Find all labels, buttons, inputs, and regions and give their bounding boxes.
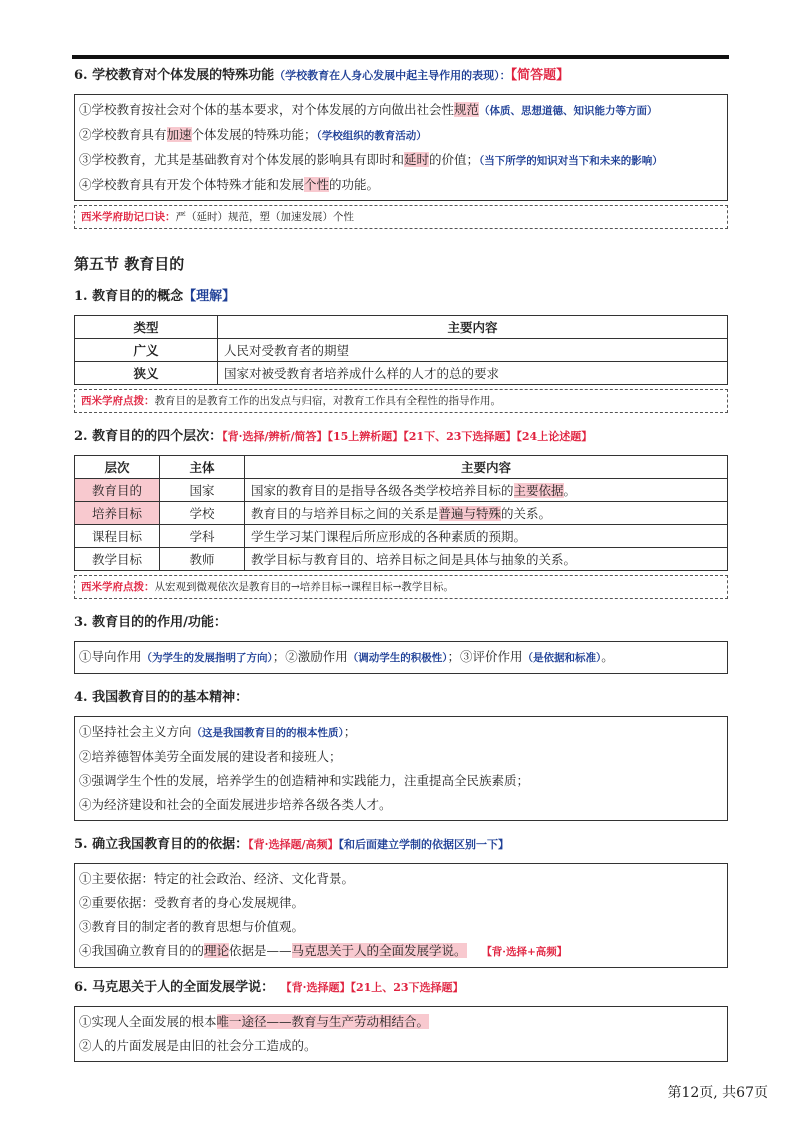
- functions-box: [74, 94, 728, 201]
- table-row: 教育目的 国家 国家的教育目的是指导各级各类学校培养目标的主要依据。: [75, 479, 728, 502]
- list-item: ①学校教育按社会对个体的基本要求，对个体发展的方向做出社会性规范（体质、思想道德、知识能力等方面）: [79, 102, 658, 117]
- list-item: ①导向作用（为学生的发展指明了方向）；②激励作用（调动学生的积极性）；③评价作用（是依据和标准）。: [79, 649, 614, 664]
- list-item: ③学校教育，尤其是基础教育对个体发展的影响具有即时和延时的价值；（当下所学的知识对当下和未来的影响）: [79, 152, 663, 167]
- list-item: ③教育目的制定者的教育思想与价值观。: [79, 919, 305, 934]
- table-header: 层次: [75, 456, 160, 479]
- list-item: ②人的片面发展是由旧的社会分工造成的。: [79, 1038, 317, 1053]
- section-title: 3. 教育目的的作用/功能：: [74, 615, 227, 630]
- section-title: 1. 教育目的的概念【理解】: [74, 289, 236, 304]
- table-row: 教学目标 教师 教学目标与教育目的、培养目标之间是具体与抽象的关系。: [75, 548, 728, 571]
- basis-box: [74, 863, 728, 968]
- list-item: ③强调学生个性的发展，培养学生的创造精神和实践能力，注重提高全民族素质；: [79, 773, 530, 788]
- top-rule: [72, 55, 729, 59]
- list-item: ②重要依据：受教育者的身心发展规律。: [79, 895, 305, 910]
- page-number: 第12页, 共67页: [667, 1085, 768, 1101]
- table-header: 主体: [160, 456, 245, 479]
- list-item: ②学校教育具有加速个体发展的特殊功能；（学校组织的教育活动）: [79, 127, 427, 142]
- table-header: 主要内容: [245, 456, 728, 479]
- tip-box: 西米学府点拨：教育目的是教育工作的出发点与归宿，对教育工作具有全程性的指导作用。: [74, 389, 728, 413]
- page-content: [74, 66, 728, 1062]
- section-title: 2. 教育目的的四个层次：【背·选择/辨析/简答】【15上辨析题】【21下、23下选择题】【24上论述题】: [74, 429, 593, 444]
- levels-table: [74, 455, 728, 571]
- table-header: 类型: [75, 316, 218, 339]
- section-title: 6. 马克思关于人的全面发展学说： 【背·选择题】【21上、23下选择题】: [74, 980, 464, 995]
- list-item: ④我国确立教育目的的理论依据是——马克思关于人的全面发展学说。 【背·选择+高频】: [79, 943, 568, 958]
- mnemonic-tip: 西米学府助记口诀：严（延时）规范，塑（加速发展）个性: [74, 205, 728, 229]
- table-row: 广义 人民对受教育者的期望: [75, 339, 728, 362]
- list-item: ④为经济建设和社会的全面发展进步培养各级各类人才。: [79, 797, 392, 812]
- marx-box: [74, 1006, 728, 1062]
- list-item: ①实现人全面发展的根本唯一途径——教育与生产劳动相结合。: [79, 1014, 430, 1029]
- list-item: ②培养德智体美劳全面发展的建设者和接班人；: [79, 749, 342, 764]
- list-item: ④学校教育具有开发个体特殊才能和发展个性的功能。: [79, 177, 380, 192]
- table-row: 狭义 国家对被受教育者培养成什么样的人才的总的要求: [75, 362, 728, 385]
- section-title: 6. 学校教育对个体发展的特殊功能（学校教育在人身心发展中起主导作用的表现）：【简答题】: [74, 68, 570, 83]
- functions-line-box: [74, 641, 728, 674]
- table-header: 主要内容: [218, 316, 728, 339]
- concept-table: [74, 315, 728, 385]
- table-row: 课程目标 学科 学生学习某门课程后所应形成的各种素质的预期。: [75, 525, 728, 548]
- table-row: 培养目标 学校 教育目的与培养目标之间的关系是普遍与特殊的关系。: [75, 502, 728, 525]
- spirit-box: [74, 716, 728, 821]
- list-item: ①坚持社会主义方向（这是我国教育目的的根本性质）；: [79, 724, 357, 739]
- section-title: 4. 我国教育目的的基本精神：: [74, 690, 249, 705]
- list-item: ①主要依据：特定的社会政治、经济、文化背景。: [79, 871, 355, 886]
- tip-box: 西米学府点拨：从宏观到微观依次是教育目的→培养目标→课程目标→教学目标。: [74, 575, 728, 599]
- chapter-title: 第五节 教育目的: [74, 255, 185, 273]
- section-title: 5. 确立我国教育目的的依据：【背·选择题/高频】【和后面建立学制的依据区别一下】: [74, 837, 509, 852]
